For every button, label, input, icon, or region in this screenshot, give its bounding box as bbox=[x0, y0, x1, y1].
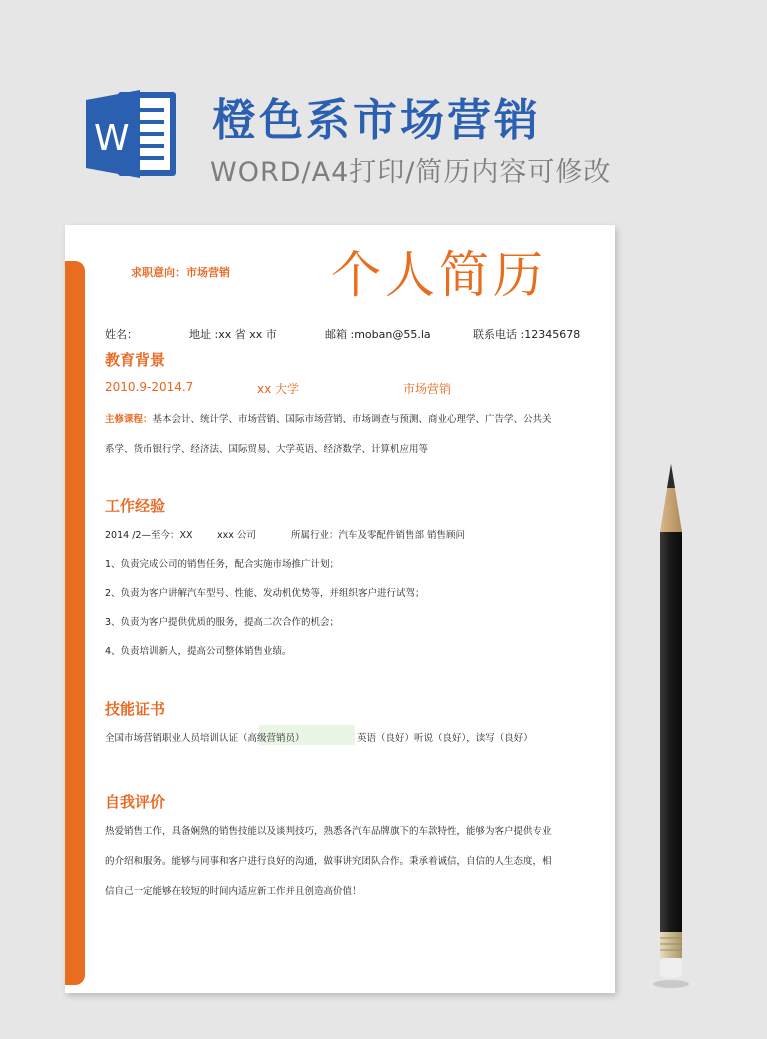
courses-label: 主修课程： bbox=[105, 414, 153, 425]
pencil-icon bbox=[648, 462, 694, 992]
job-intent: 求职意向：市场营销 bbox=[131, 266, 230, 279]
work-industry: 所属行业：汽车及零配件销售部 销售顾问 bbox=[291, 530, 466, 541]
info-address: 地址 :xx 省 xx 市 bbox=[189, 328, 277, 341]
info-email: 邮箱 :moban@55.la bbox=[325, 328, 431, 341]
education-courses-line1 bbox=[105, 411, 552, 425]
work-duty-1: 1、负责完成公司的销售任务，配合实施市场推广计划； bbox=[105, 559, 340, 570]
skills-languages: 英语（良好）听说（良好），读写（良好） bbox=[357, 733, 533, 744]
page-title: 橙色系市场营销 bbox=[212, 95, 541, 146]
work-period: 2014 /2—至今：XX bbox=[105, 530, 193, 541]
self-eval-line-3: 信自己一定能够在较短的时间内适应新工作并且创造高价值！ bbox=[105, 886, 362, 897]
info-phone: 联系电话 :12345678 bbox=[473, 328, 581, 341]
skills-title: 技能证书 bbox=[105, 700, 166, 718]
education-major: 市场营销 bbox=[403, 382, 452, 396]
resume-sheet bbox=[65, 225, 615, 993]
self-eval-line-2: 的介绍和服务。能够与同事和客户进行良好的沟通，做事讲究团队合作。秉承着诚信，自信的人生态度，相 bbox=[105, 856, 552, 867]
courses-text: 基本会计、统计学、市场营销、国际市场营销、市场调查与预测、商业心理学、广告学、公共关 bbox=[152, 414, 552, 425]
self-eval-line-1: 热爱销售工作，具备娴熟的销售技能以及谈判技巧，熟悉各汽车品牌旗下的车款特性，能够为客户提供专业 bbox=[105, 826, 552, 837]
work-company: xxx 公司 bbox=[217, 530, 256, 541]
work-title: 工作经验 bbox=[105, 497, 166, 515]
page-subtitle: WORD/A4打印/简历内容可修改 bbox=[210, 157, 612, 188]
work-duty-4: 4、负责培训新人，提高公司整体销售业绩。 bbox=[105, 646, 292, 657]
resume-heading: 个人简历 bbox=[331, 246, 547, 304]
work-duty-2: 2、负责为客户讲解汽车型号、性能、发动机优势等，并组织客户进行试驾； bbox=[105, 588, 425, 599]
education-courses-line2: 系学、货币银行学、经济法、国际贸易、大学英语、经济数学、计算机应用等 bbox=[105, 444, 429, 455]
word-document-icon bbox=[84, 88, 178, 180]
self-eval-title: 自我评价 bbox=[105, 793, 166, 811]
skills-certificate: 全国市场营销职业人员培训认证（高级营销员） bbox=[105, 733, 305, 744]
education-school: xx 大学 bbox=[257, 382, 300, 396]
accent-side-bar bbox=[65, 261, 85, 985]
work-duty-3: 3、负责为客户提供优质的服务，提高二次合作的机会； bbox=[105, 617, 340, 628]
education-period: 2010.9-2014.7 bbox=[105, 380, 194, 394]
education-title: 教育背景 bbox=[105, 351, 166, 369]
word-logo-letter: W bbox=[94, 118, 130, 159]
info-name: 姓名： bbox=[105, 328, 138, 341]
